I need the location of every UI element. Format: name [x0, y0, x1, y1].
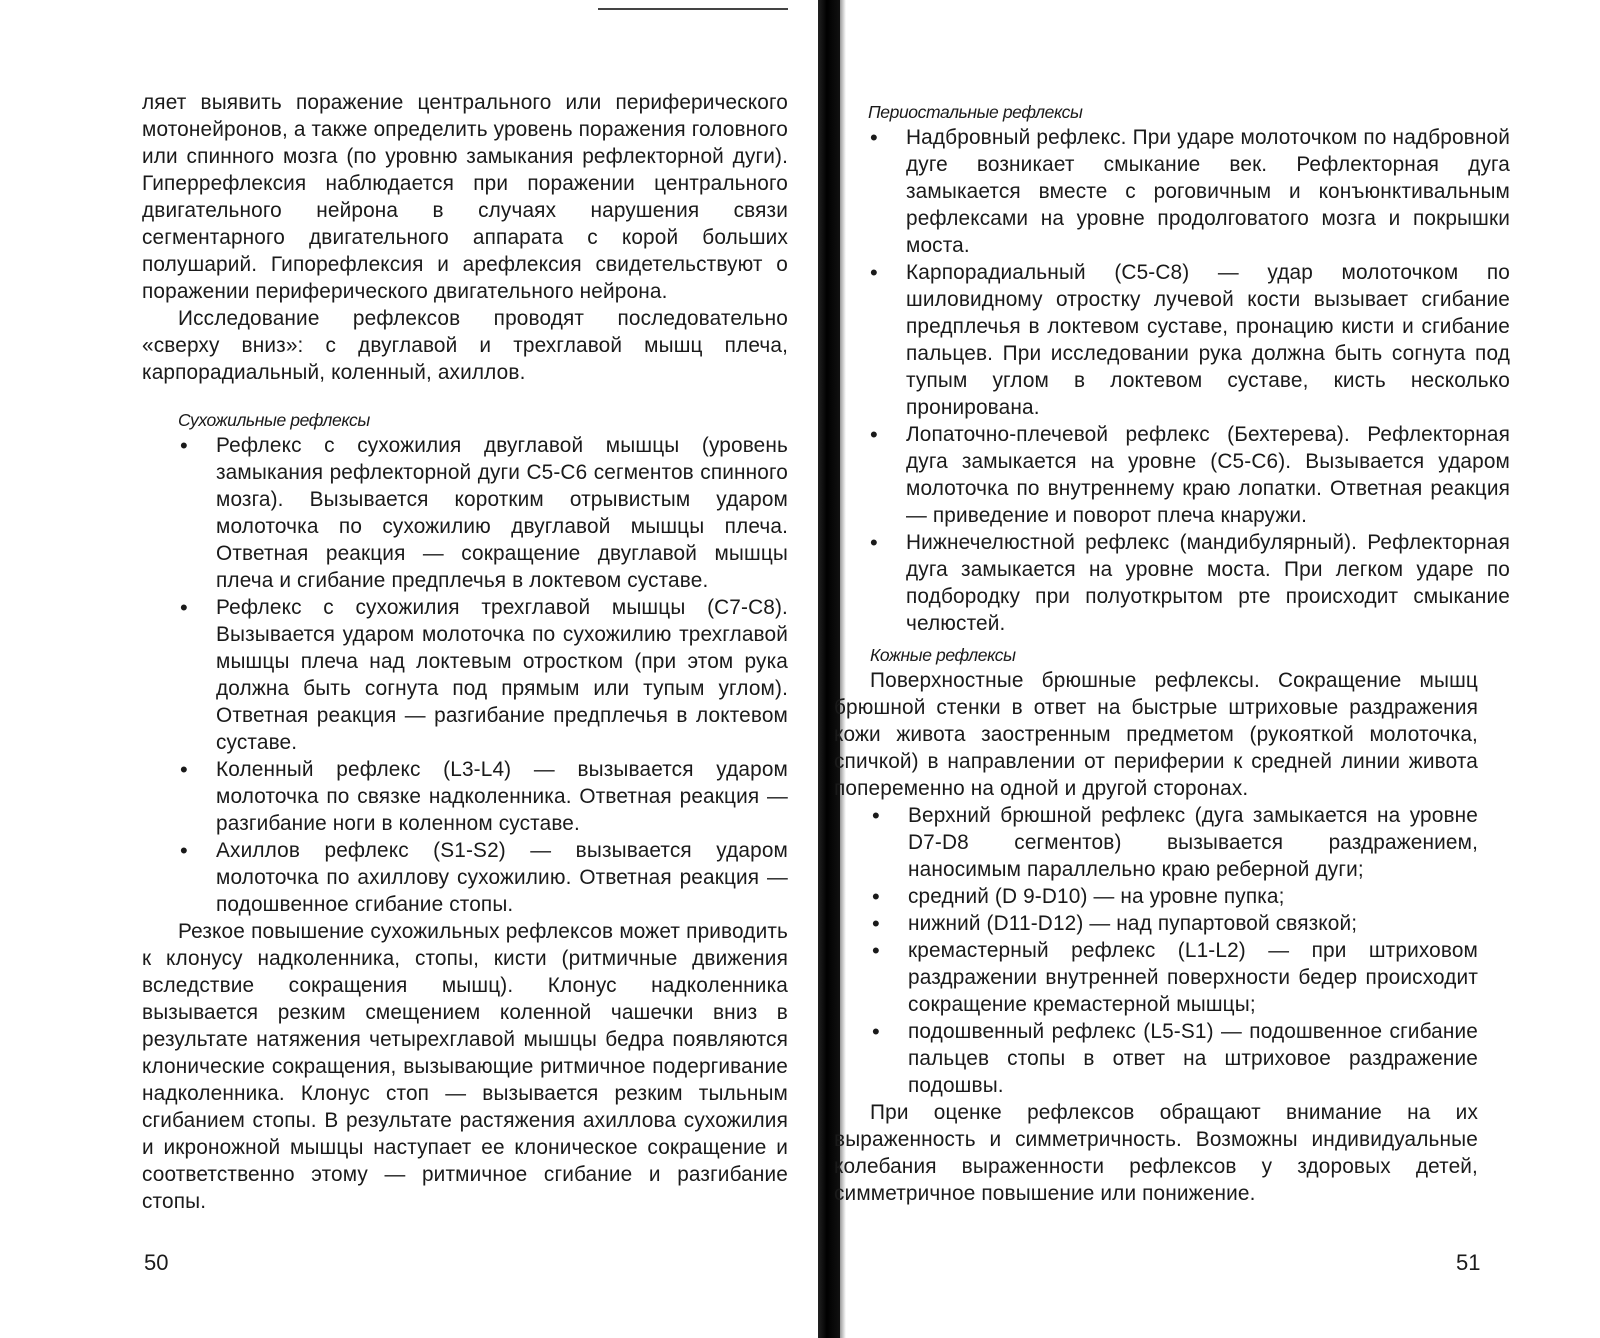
right-subheading-skin: Кожные рефлексы — [870, 645, 1016, 665]
page-number-left: 50 — [144, 1250, 169, 1275]
list-item: • Нижнечелюстной рефлекс (мандибулярный). Рефлекторная дуга замыкается на уровне моста. При легком ударе по подбородку при полуоткрытом рте происходит смыкание челюстей. — [868, 529, 1510, 637]
right-text-skin — [834, 643, 1478, 1207]
left-paragraph-2: Исследование рефлексов проводят последовательно «сверху вниз»: с двуглавой и трехглавой мышц плеча, карпорадиальный, коленный, ахиллов. — [142, 307, 788, 384]
right-paragraph-1: Поверхностные брюшные рефлексы. Сокращение мышц брюшной стенки в ответ на быстрые штриховые раздражения кожи живота заостренным предметом (рукояткой молоточка, спичкой) в направлении от периферии к средней линии живота попеременно на одной и другой сторонах. — [834, 669, 1478, 800]
right-bullet-list-2 — [870, 802, 1478, 1099]
page-number-right: 51 — [1456, 1250, 1481, 1275]
left-paragraph-1: ляет выявить поражение центрального или периферического мотонейронов, а также определить уровень поражения головного или спинного мозга (по уровню замыкания рефлекторной дуги). Гиперрефлексия наблюдается при поражении центрального двигательного нейрона в случаях нарушения связи сегментарного двигательного аппарата с корой больших полушарий. Гипорефлексия и арефлексия свидетельствуют о поражении периферического двигательного нейрона. — [142, 91, 789, 303]
left-text-top — [142, 89, 788, 386]
list-item: • Лопаточно-плечевой рефлекс (Бехтерева). Рефлекторная дуга замыкается на уровне (С5-С6). Вызывается ударом молоточка по внутреннему краю лопатки. Ответная реакция — приведение и поворот плеча кнаружи. — [868, 421, 1510, 529]
list-item: • Карпорадиальный (С5-С8) — удар молоточком по шиловидному отростку лучевой кости вызывает сгибание предплечья в локтевом суставе, пронацию кисти и сгибание пальцев. При исследовании рука должна быть согнута под тупым углом в локтевом суставе, кисть несколько пронирована. — [868, 259, 1510, 421]
list-item: • Верхний брюшной рефлекс (дуга замыкается на уровне D7-D8 сегментов) вызывается раздражением, наносимым параллельно краю реберной дуги; — [870, 802, 1478, 883]
right-bullet-list-1 — [868, 124, 1510, 637]
list-item: • нижний (D11-D12) — над пупартовой связкой; — [870, 910, 1478, 937]
right-page — [834, 0, 1600, 1338]
list-item: • кремастерный рефлекс (L1-L2) — при штриховом раздражении внутренней поверхности бедер происходит сокращение кремастерной мышцы; — [870, 937, 1478, 1018]
list-item: • Коленный рефлекс (L3-L4) — вызывается ударом молоточка по связке надколенника. Ответная реакция — разгибание ноги в коленном суставе. — [178, 756, 788, 837]
list-item: • Надбровный рефлекс. При ударе молоточком по надбровной дуге возникает смыкание век. Рефлекторная дуга замыкается вместе с роговичным и конъюнктивальным рефлексами на уровне продолговатого мозга и покрышки моста. — [868, 124, 1510, 259]
right-paragraph-2: При оценке рефлексов обращают внимание на их выраженность и симметричность. Возможны индивидуальные колебания выраженности рефлексов у здоровых детей, симметричное повышение или понижение. — [834, 1101, 1478, 1205]
left-paragraph-3: Резкое повышение сухожильных рефлексов может приводить к клонусу надколенника, стопы, кисти (ритмичные движения вследствие сокращения мышц). Клонус надколенника вызывается резким смещением коленной чашечки вниз в результате натяжения четырехглавой мышцы бедра появляются клонические сокращения, вызывающие ритмичное подергивание надколенника. Клонус стоп — вызывается резким тыльным сгибанием стопы. В результате растяжения ахиллова сухожилия и икроножной мышцы наступает ее клоническое сокращение и соответственно этому — ритмичное сгибание и разгибание стопы. — [142, 920, 788, 1213]
list-item: • подошвенный рефлекс (L5-S1) — подошвенное сгибание пальцев стопы в ответ на штриховое раздражение подошвы. — [870, 1018, 1478, 1099]
list-item: • Ахиллов рефлекс (S1-S2) — вызывается ударом молоточка по ахиллову сухожилию. Ответная реакция — подошвенное сгибание стопы. — [178, 837, 788, 918]
right-subheading-periosteal: Периостальные рефлексы — [868, 102, 1083, 122]
left-bullet-list — [178, 432, 788, 918]
list-item: • Рефлекс с сухожилия двуглавой мышцы (уровень замыкания рефлекторной дуги С5-С6 сегментов спинного мозга). Вызывается коротким отрывистым ударом молоточка по сухожилию двуглавой мышцы плеча. Ответная реакция — сокращение двуглавой мышцы плеча и сгибание предплечья в локтевом суставе. — [178, 432, 788, 594]
left-text-tendon — [142, 408, 788, 1215]
list-item: • средний (D 9-D10) — на уровне пупка; — [870, 883, 1478, 910]
right-text-periosteal — [868, 100, 1510, 637]
list-item: • Рефлекс с сухожилия трехглавой мышцы (С7-С8). Вызывается ударом молоточка по сухожилию трехглавой мышцы плеча над локтевым отростком (при этом рука должна быть согнута под прямым или тупым углом). Ответная реакция — разгибание предплечья в локтевом суставе. — [178, 594, 788, 756]
top-rule — [598, 8, 788, 10]
left-subheading: Сухожильные рефлексы — [178, 410, 370, 430]
